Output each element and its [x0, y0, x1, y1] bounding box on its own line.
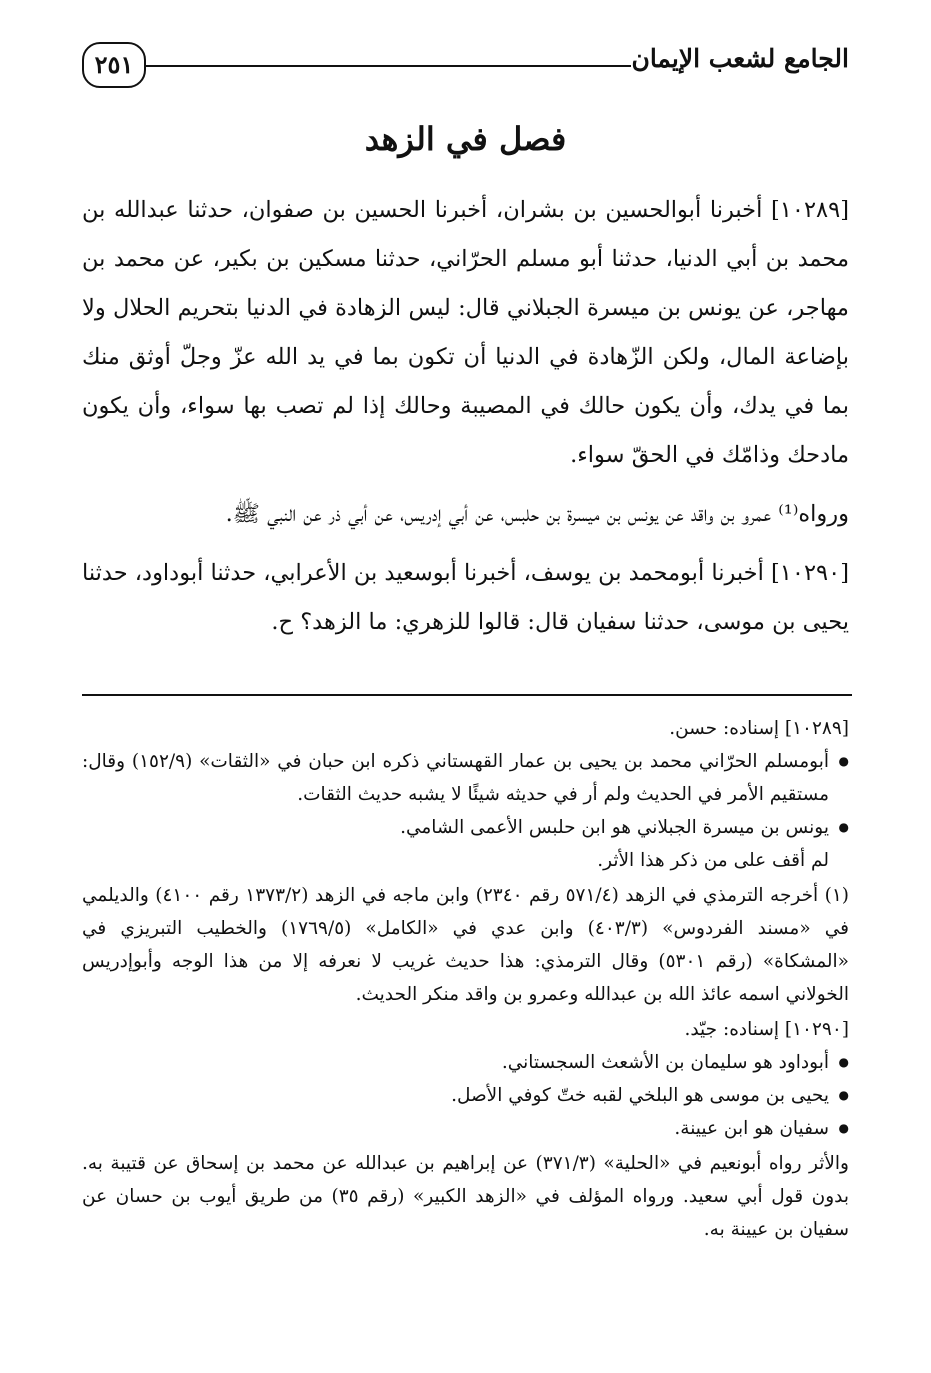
paragraph-10290: [١٠٢٩٠] أخبرنا أبومحمد بن يوسف، أخبرنا أبوسعيد بن الأعرابي، حدثنا أبوداود، حدثنا يحيى بن موسى، حدثنا سفيان قال: قالوا للزهري: ما الزهد؟ ح.: [82, 560, 849, 635]
footnote-10290: [82, 1013, 849, 1246]
section-title: فصل في الزهد: [364, 120, 567, 158]
paragraph-riwaya: ورواه⁽¹⁾ عمرو بن واقد عن يونس بن ميسرة بن حلبس، عن أبي إدريس، عن أبي ذر عن النبي ﷺ.: [225, 501, 849, 527]
footnote-10289: [82, 712, 849, 877]
header-rule: [146, 65, 631, 67]
page-number: ٢٥١: [82, 42, 146, 88]
footnote-note: والأثر رواه أبونعيم في «الحلية» (٣٧١/٣) عن إبراهيم بن عبدالله عن محمد بن إسحاق عن قتيبة به. بدون قول أبي سعيد. ورواه المؤلف في «الزهد الكبير» (رقم ٣٥) من طريق أيوب بن حسان عن سفيان بن عيينة به.: [82, 1153, 850, 1240]
page-header: [82, 38, 849, 98]
footnote-bullet: ● أبومسلم الحرّاني محمد بن يحيى بن عمار القهستاني ذكره ابن حبان في «الثقات» (١٥٢/٩) وقال: مستقيم الأمر في الحديث ولم أر في حديثه شيئًا لا يشبه حديث الثقات.: [82, 745, 849, 811]
main-text: [82, 186, 849, 657]
book-title: الجامع لشعب الإيمان: [631, 44, 849, 73]
footnote-1: [82, 879, 849, 1011]
footnote-note: لم أقف على من ذكر هذا الأثر.: [597, 850, 829, 871]
footnote-bullet: ● سفيان هو ابن عيينة.: [82, 1112, 849, 1145]
footnote-separator: [82, 694, 852, 696]
footnote-bullet: ● يحيى بن موسى هو البلخي لقبه ختّ كوفي الأصل.: [82, 1079, 849, 1112]
footnote-head: [١٠٢٨٩] إسناده: حسن.: [669, 718, 849, 739]
footnote-text: (١) أخرجه الترمذي في الزهد (٥٧١/٤ رقم ٢٣٤٠) وابن ماجه في الزهد (١٣٧٣/٢ رقم ٤١٠٠) والديلمي في «مسند الفردوس» (٤٠٣/٣) وابن عدي في «الكامل» (١٧٦٩/٥) والخطيب التبريزي في «المشكاة» (رقم ٥٣٠١) وقال الترمذي: هذا حديث غريب لا نعرفه إلا من هذا الوجه وأبوإدريس الخولاني اسمه عائذ الله بن عبدالله وعمرو بن واقد منكر الحديث.: [82, 885, 850, 1005]
footnote-bullet: ● يونس بن ميسرة الجبلاني هو ابن حلبس الأعمى الشامي.: [82, 811, 849, 844]
footnote-head: [١٠٢٩٠] إسناده: جيّد.: [684, 1019, 849, 1040]
footnotes: [82, 712, 849, 1248]
footnote-bullet: ● أبوداود هو سليمان بن الأشعث السجستاني.: [82, 1046, 849, 1079]
paragraph-10289: [١٠٢٨٩] أخبرنا أبوالحسين بن بشران، أخبرنا الحسين بن صفوان، حدثنا عبدالله بن محمد بن أبي الدنيا، حدثنا أبو مسلم الحرّاني، حدثنا مسكين بن بكير، عن محمد بن مهاجر، عن يونس بن ميسرة الجبلاني قال: ليس الزهادة في الدنيا بتحريم الحلال ولا بإضاعة المال، ولكن الزّهادة في الدنيا أن تكون بما في يد الله عزّ وجلّ أوثق منك بما في يدك، وأن يكون حالك في المصيبة وحالك إذا لم تصب بها سواء، وأن يكون مادحك وذامّك في الحقّ سواء.: [82, 197, 849, 468]
